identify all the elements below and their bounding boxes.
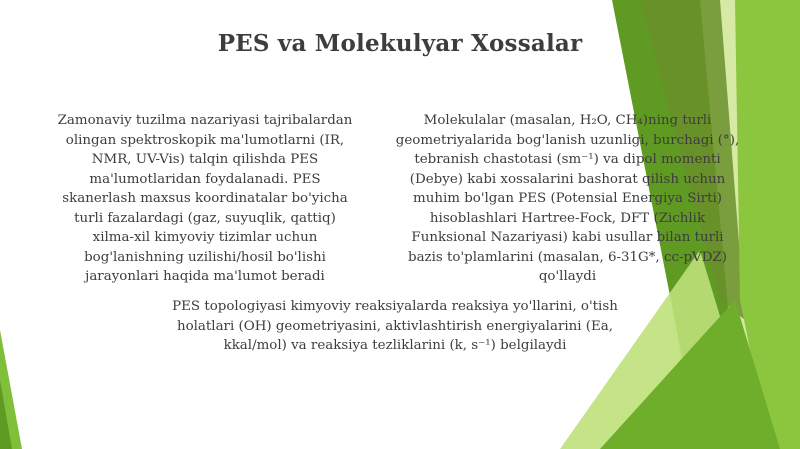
slide-title: PES va Molekulyar Xossalar (217, 30, 583, 57)
left-paragraph: Zamonaviy tuzilma nazariyasi tajribalardan olingan spektroskopik ma'lumotlarni (IR, NMR, UV-Vis) talqin qilishda PES ma'lumotlaridan foydalanadi. PES skanerlash maxsus koordinatalar bo'yicha turli fazalardagi (gaz, suyuqlik, qattiq) xilma-xil kimyoviy tizimlar uchun bog'lanishning uzilishi/hosil bo'lishi jarayonlari haqida ma'lumot beradi (57, 113, 353, 284)
bottom-paragraph: PES topologiyasi kimyoviy reaksiyalarda reaksiya yo'llarini, o'tish holatlari (OH) geometriyasini, aktivlashtirish energiyalarini (Ea, kkal/mol) va reaksiya tezliklarini (k, s⁻¹) belgilaydi (172, 299, 618, 353)
right-paragraph: Molekulalar (masalan, H₂O, CH₄)ning turli geometriyalarida bog'lanish uzunligi, burchagi (°), tebranish chastotasi (sm⁻¹) va dipol momenti (Debye) kabi xossalarini bashorat qilish uchun muhim bo'lgan PES (Potensial Energiya Sirti) hisoblashlari Hartree-Fock, DFT (Zichlik Funksional Nazariyasi) kabi usullar bilan turli bazis to'plamlarini (masalan, 6-31G*, cc-pVDZ) qo'llaydi (395, 113, 740, 284)
